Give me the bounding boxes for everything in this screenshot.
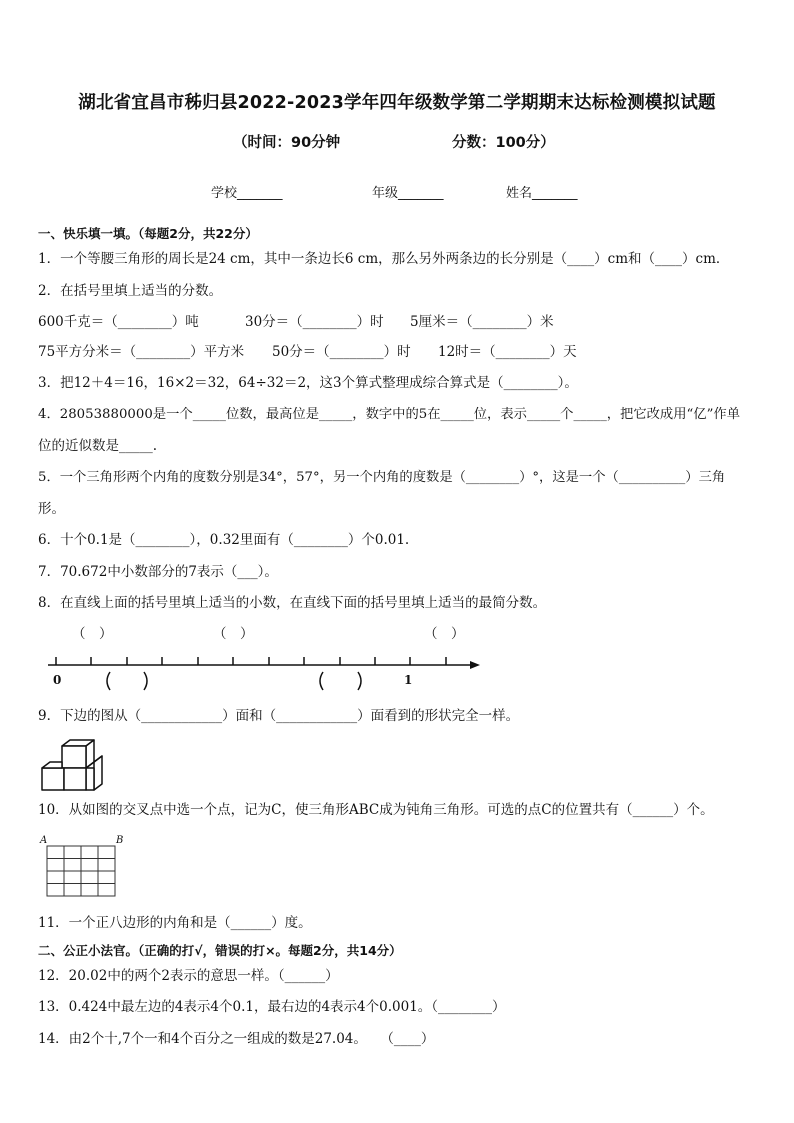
section2-heading: 二、公正小法官。（正确的打√，错误的打×。每题2分，共14分） (38, 943, 402, 958)
grade-field[interactable]: 年级_______ (372, 186, 444, 201)
q2-item-1: 600千克＝（________）吨 (38, 314, 199, 330)
q2-item-4: 75平方分米＝（________）平方米 (38, 344, 245, 360)
number-line-one: 1 (404, 673, 413, 687)
grid-label-b: B (116, 835, 124, 846)
q8-paren-top-2: （ ） (213, 626, 254, 642)
question-13: 13．0.424中最左边的4表示4个0.1，最右边的4表示4个0.001。（________） (38, 999, 506, 1015)
question-5-line-2: 形。 (38, 501, 65, 517)
question-2: 2．在括号里填上适当的分数。 (38, 283, 223, 299)
question-1: 1．一个等腰三角形的周长是24 cm，其中一条边长6 cm，那么另外两条边的长分别是（____）cm和（____）cm． (38, 251, 730, 267)
page-title: 湖北省宜昌市秭归县2022-2023学年四年级数学第二学期期末达标检测模拟试题 (78, 93, 716, 113)
question-7: 7．70.672中小数部分的7表示（___）。 (38, 564, 278, 580)
question-9: 9．下边的图从（____________）面和（____________）面看到的形状完全一样。 (38, 708, 520, 724)
question-4-line-2: 位的近似数是_____. (38, 438, 158, 454)
q2-item-6: 12时＝（________）天 (438, 344, 577, 360)
question-4-line-1: 4．28053880000是一个_____位数，最高位是_____，数字中的5在_____位，表示_____个_____，把它改成用“亿”作单 (38, 407, 740, 422)
section1-heading: 一、快乐填一填。（每题2分，共22分） (38, 226, 258, 241)
question-12: 12．20.02中的两个2表示的意思一样。（______） (38, 968, 339, 984)
question-10: 10．从如图的交叉点中选一个点，记为C，使三角形ABC成为钝角三角形。可选的点C的位置共有（______）个。 (38, 802, 714, 818)
grid-figure (44, 843, 118, 899)
question-11: 11．一个正八边形的内角和是（______）度。 (38, 915, 312, 931)
q8-paren-top-3: （ ） (424, 626, 465, 642)
question-14: 14．由2个十,7个一和4个百分之一组成的数是27.04。 （____） (38, 1031, 435, 1047)
q2-item-3: 5厘米＝（________）米 (410, 314, 554, 330)
school-field[interactable]: 学校_______ (211, 186, 283, 201)
question-3: 3．把12＋4＝16，16×2＝32，64÷32＝2，这3个算式整理成综合算式是（________）。 (38, 375, 578, 391)
cubes-figure (40, 738, 110, 794)
q2-item-2: 30分＝（________）时 (245, 314, 384, 330)
number-line (40, 648, 490, 693)
q8-paren-top-1: （ ） (72, 626, 113, 642)
grid-label-a: A (40, 835, 48, 846)
name-field[interactable]: 姓名_______ (506, 186, 578, 201)
question-8: 8．在直线上面的括号里填上适当的小数，在直线下面的括号里填上适当的最简分数。 (38, 595, 547, 611)
q2-item-5: 50分＝（________）时 (272, 344, 411, 360)
exam-time: （时间：90分钟 (233, 135, 341, 151)
exam-score: 分数：100分） (452, 135, 555, 151)
number-line-zero: 0 (53, 673, 62, 687)
question-5-line-1: 5．一个三角形两个内角的度数分别是34°，57°，另一个内角的度数是（________）°，这是一个（__________）三角 (38, 470, 726, 485)
question-6: 6．十个0.1是（________），0.32里面有（________）个0.01. (38, 532, 410, 548)
